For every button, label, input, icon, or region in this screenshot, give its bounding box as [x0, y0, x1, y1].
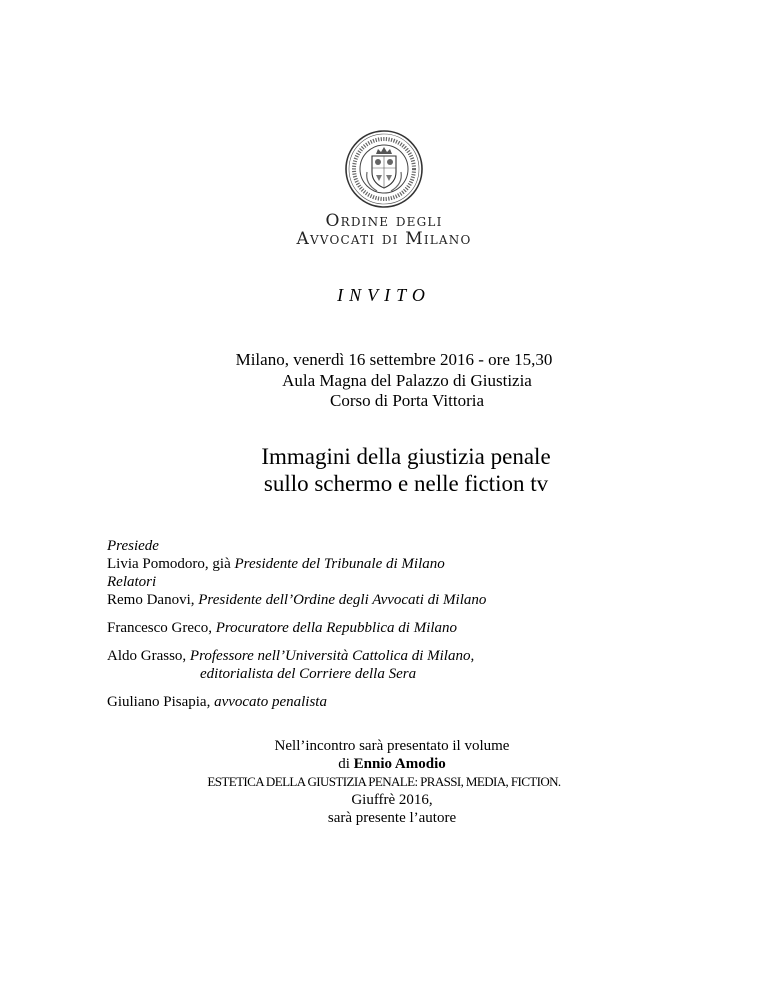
book-presentation [0, 737, 768, 827]
book-author-line [0, 755, 768, 773]
chair-name: Livia Pomodoro, già [107, 556, 235, 572]
book-title: ESTETICA DELLA GIUSTIZIA PENALE: PRASSI, MEDIA, FICTION. [207, 774, 561, 789]
invito-heading: INVITO [337, 285, 431, 305]
event-date-time: Milano, venerdì 16 settembre 2016 - ore 15,30 [235, 350, 553, 369]
event-title-line-2: sullo schermo e nelle fiction tv [263, 471, 549, 496]
speaker-3-role-line-1: Professore nell’Università Cattolica di Milano, [189, 648, 475, 664]
event-venue: Aula Magna del Palazzo di Giustizia [282, 371, 532, 390]
event-title-line-1: Immagini della giustizia penale [261, 444, 551, 469]
speaker-2-name: Francesco Greco, [107, 620, 216, 636]
author-present-note: sarà presente l’autore [327, 810, 457, 826]
chair-role: Presidente del Tribunale di Milano [234, 556, 445, 572]
speaker-entry-4 [107, 693, 707, 711]
event-street: Corso di Porta Vittoria [329, 391, 485, 410]
speaker-4-role: avvocato penalista [214, 694, 327, 710]
speaker-entry-2 [107, 619, 707, 637]
speaker-3-role-line-2: editorialista del Corriere della Sera [200, 666, 417, 682]
book-publisher: Giuffrè 2016, [351, 792, 433, 808]
org-name-line-2: Avvocati di Milano [296, 229, 472, 249]
relatori-label: Relatori [107, 574, 157, 590]
book-intro: Nell’incontro sarà presentato il volume [274, 738, 510, 754]
speaker-entry-3-continued [107, 665, 707, 683]
speaker-2-role: Procuratore della Repubblica di Milano [215, 620, 458, 636]
org-name-line-1: Ordine degli [325, 211, 443, 231]
speaker-4-name: Giuliano Pisapia, [107, 694, 215, 710]
book-author-prefix: di [338, 756, 354, 772]
speaker-3-name: Aldo Grasso, [107, 648, 190, 664]
book-author: Ennio Amodio [353, 756, 446, 772]
bar-association-seal [343, 128, 425, 210]
speaker-1-name: Remo Danovi, [107, 592, 199, 608]
chair-entry [107, 555, 707, 573]
presiede-label: Presiede [107, 538, 159, 554]
speaker-entry-1 [107, 591, 707, 609]
speaker-entry-3 [107, 647, 707, 665]
speakers-list [107, 537, 707, 711]
speaker-1-role: Presidente dell’Ordine degli Avvocati di Milano [198, 592, 487, 608]
